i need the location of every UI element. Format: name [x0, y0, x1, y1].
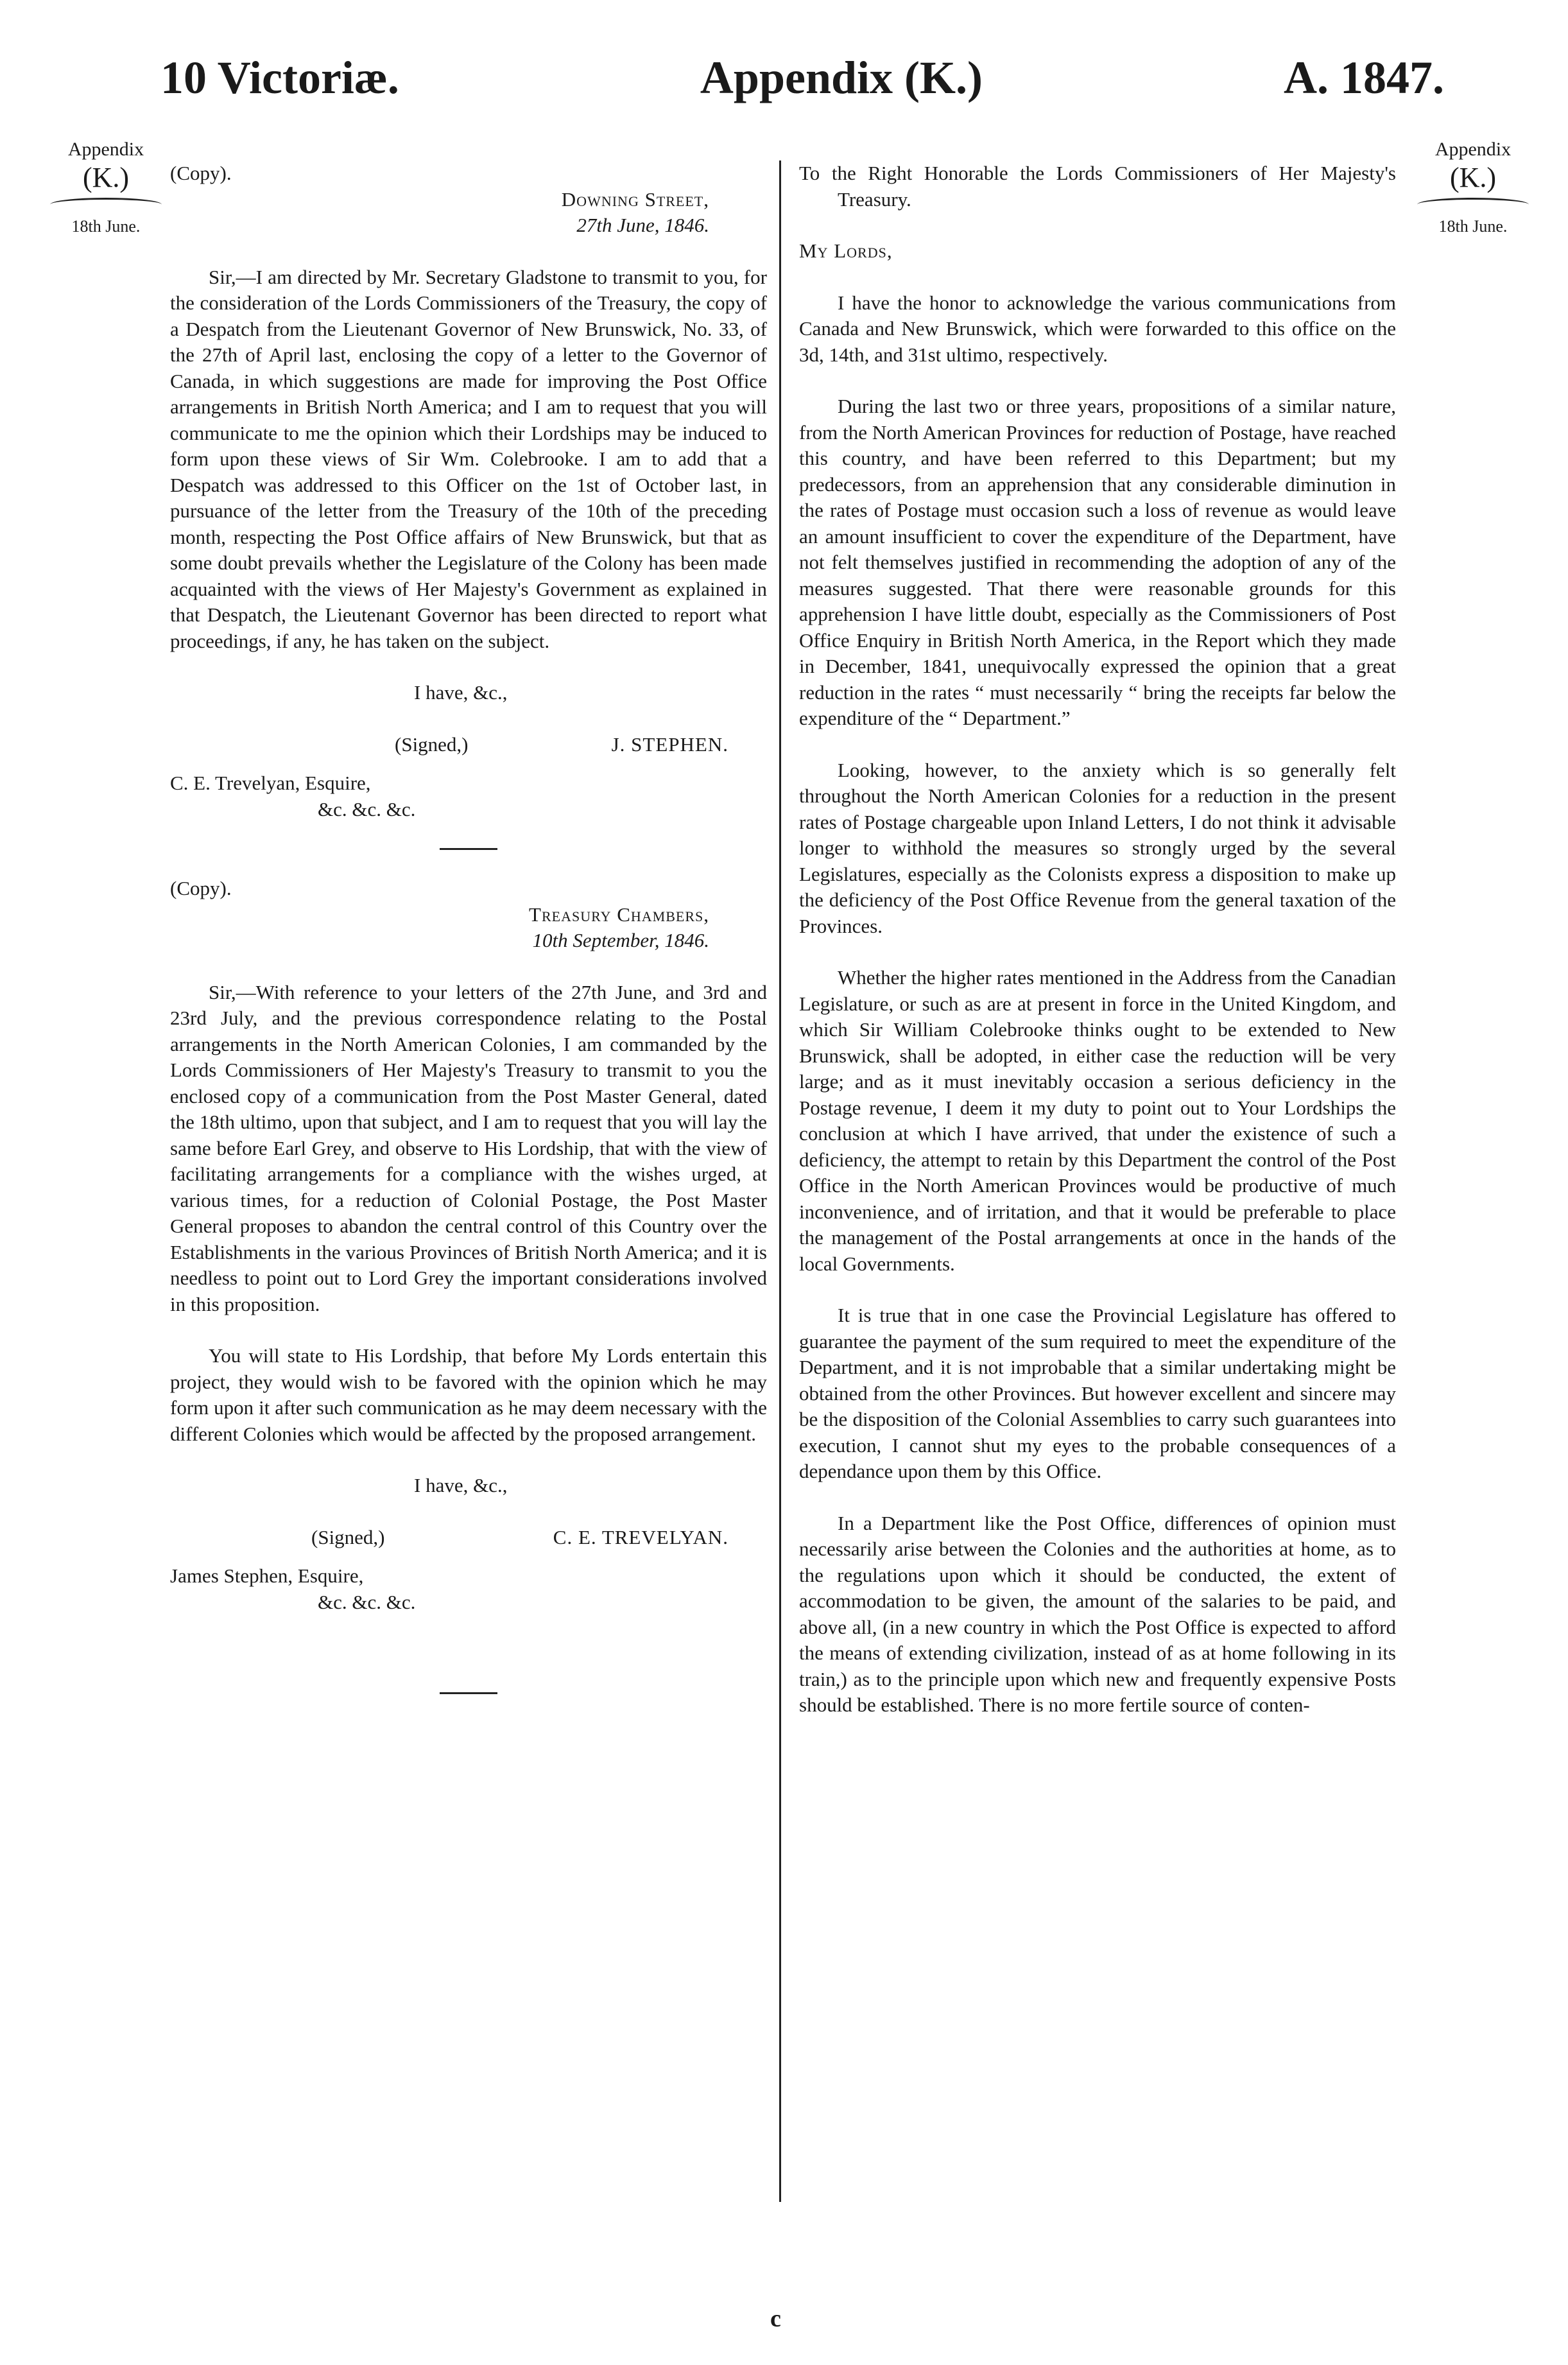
signed-mark: (Signed,): [395, 732, 469, 756]
letter-paragraph: You will state to His Lordship, that before My Lords entertain this project, they would wish to be favored with the opinion which he may form upon it after such communication as he may deem necessary with the different Colonies which would be affected by the proposed arrangement.: [170, 1344, 767, 1445]
right-column: [799, 160, 1396, 1719]
addressee-block: [170, 770, 767, 822]
signature-line: [170, 1525, 767, 1551]
margin-letter: (K.): [1449, 162, 1497, 193]
margin-date: 18th June.: [1438, 216, 1508, 236]
letter-stephen: [170, 160, 767, 822]
letter-place: Treasury Chambers,: [529, 903, 709, 926]
letter-closing: I have, &c.,: [414, 681, 508, 704]
addressee-block: [170, 1563, 767, 1615]
addressee-etc: &c. &c. &c.: [318, 1590, 416, 1613]
letter-paragraph: During the last two or three years, propositions of a similar nature, from the North American Provinces for reduction of Postage, have reached this country, and have been referred to this Department; but my predecessors, from an apprehension that any considerable diminution in the rates of Postage must occasion such a loss of revenue as would leave an amount insufficient to cover the expenditure of the Department, have not felt themselves justified in recommending the adoption of any of the measures suggested. That there were reasonable grounds for this apprehension I have little doubt, especially as the Commissioners of Post Office Enquiry in British North America, in the Report which they made in December, 1841, unequivocally expressed the opinion that a great reduction in the rates “ must necessarily “ bring the receipts far below the expenditure of the “ Department.”: [799, 395, 1396, 729]
copy-mark: (Copy).: [170, 162, 232, 184]
brace-mark: [1417, 198, 1529, 211]
margin-note-right: [1412, 138, 1534, 236]
letter-closing: I have, &c.,: [414, 1474, 508, 1496]
left-column: [170, 160, 767, 1720]
letter-paragraph: Looking, however, to the anxiety which is so generally felt throughout the North American Colonies for a reduction in the present rates of Postage chargeable upon Inland Letters, I do not think it advisable longer to withhold the measures so strongly urged by the several Legislatures, especially as the Colonists express a disposition to make up the deficiency of the Post Office Revenue from the general taxation of the Provinces.: [799, 758, 1396, 937]
margin-letter: (K.): [82, 162, 130, 193]
letter-paragraph: Sir,—With reference to your letters of the 27th June, and 3rd and 23rd July, and the previous correspondence relating to the Postal arrangements in the North American Colonies, I am commanded by the Lords Commissioners of Her Majesty's Treasury to transmit to you the enclosed copy of a communication from the Post Master General, dated the 18th ultimo, upon that subject, and I am to request that you will lay the same before Earl Grey, and observe to His Lordship, that with the view of facilitating arrangements for a compliance with the wishes urged, at various times, for a reduction of Colonial Postage, the Post Master General proposes to abandon the central control of this Country over the Establishments in the various Provinces of British North America; and it is needless to point out to Lord Grey the important considerations involved in this proposition.: [170, 980, 767, 1315]
section-rule: [440, 848, 497, 850]
letter-paragraph: It is true that in one case the Provincial Legislature has offered to guarantee the payment of the sum required to meet the expenditure of the Department, and it is not improbable that a similar undertaking might be obtained from the other Provinces. But however excellent and sincere may be the disposition of the Colonial Assemblies to carry such guarantees into execution, I cannot shut my eyes to the probable consequences of a dependance upon them by this Office.: [799, 1304, 1396, 1482]
addressee-name: C. E. Trevelyan, Esquire,: [170, 772, 371, 794]
letter-trevelyan: [170, 876, 767, 1615]
letter-place: Downing Street,: [561, 187, 709, 211]
signature-line: [170, 732, 767, 758]
addressee-name: James Stephen, Esquire,: [170, 1564, 364, 1587]
header-session: 10 Victoriæ.: [160, 52, 399, 103]
letter-paragraph: I have the honor to acknowledge the various communications from Canada and New Brunswick, which were forwarded to this office on the 3d, 14th, and 31st ultimo, respectively.: [799, 291, 1396, 366]
header-appendix: Appendix (K.): [700, 52, 983, 103]
signer-name: J. STEPHEN.: [611, 732, 728, 756]
letter-postmaster: [799, 160, 1396, 1719]
letter-date: 27th June, 1846.: [576, 214, 709, 236]
signature-mark: c: [770, 2305, 781, 2332]
margin-label: Appendix: [1434, 139, 1512, 160]
letter-body: Sir,—I am directed by Mr. Secretary Gladstone to transmit to you, for the consideration of the Lords Commissioners of the Treasury, the copy of a Despatch from the Lieutenant Governor of New Brunswick, No. 33, of the 27th of April last, enclosing the copy of a letter to the Governor of Canada, in which suggestions are made for improving the Post Office arrangements in British North America; and I am to request that you will communicate to me the opinion which their Lordships may be induced to form upon these views of Sir Wm. Colebrooke. I am to add that a Despatch was addressed to this Officer on the 1st of October last, in pursuance of the letter from the Treasury of the 10th of the preceding month, respecting the Post Office affairs of New Brunswick, but that as some doubt prevails whether the Legislature of the Colony has been made acquainted with the views of Her Majesty's Government as explained in that Despatch, the Lieutenant Governor has been directed to report what proceedings, if any, he has taken on the subject.: [170, 265, 767, 652]
letter-date: 10th September, 1846.: [532, 929, 709, 951]
addressee-etc: &c. &c. &c.: [318, 797, 416, 820]
margin-label: Appendix: [67, 139, 144, 160]
margin-date: 18th June.: [71, 216, 141, 236]
column-divider: [779, 160, 781, 2202]
signer-name: C. E. TREVELYAN.: [553, 1525, 728, 1548]
letter-paragraph: Whether the higher rates mentioned in the Address from the Canadian Legislature, or such as are at present in force in the United Kingdom, and which Sir William Colebrooke thinks ought to be extended to New Brunswick, shall be adopted, in either case the reduction will be very large; and as it must inevitably occasion a serious deficiency in the Postage revenue, I deem it my duty to point out to Your Lordships the conclusion at which I have arrived, that under the existence of such a deficiency, the attempt to retain by this Department the control of the Post Office in the North American Provinces would be productive of much inconvenience, and of irritation, and that it would be preferable to place the management of the Postal arrangements at once in the hands of the local Governments.: [799, 966, 1396, 1275]
letter-paragraph: In a Department like the Post Office, differences of opinion must necessarily arise between the Colonies and the authorities at home, as to the regulations upon which it should be conducted, the extent of accommodation to be given, the amount of the salaries to be paid, and above all, (in a new country in which the Post Office is expected to afford the means of extending civilization, instead of as at home following in its train,) as to the principle upon which new and frequently expensive Posts should be established. There is no more fertile source of conten-: [799, 1511, 1396, 1716]
header-year: A. 1847.: [1283, 52, 1444, 103]
brace-mark: [50, 198, 162, 211]
copy-mark: (Copy).: [170, 877, 232, 899]
section-rule: [440, 1692, 497, 1694]
margin-note-left: [45, 138, 167, 236]
letter-salutation: My Lords,: [799, 239, 893, 262]
running-header: [160, 51, 1444, 122]
signed-mark: (Signed,): [311, 1525, 385, 1548]
letter-recipient: To the Right Honorable the Lords Commissioners of Her Majesty's Treasury.: [799, 162, 1396, 211]
